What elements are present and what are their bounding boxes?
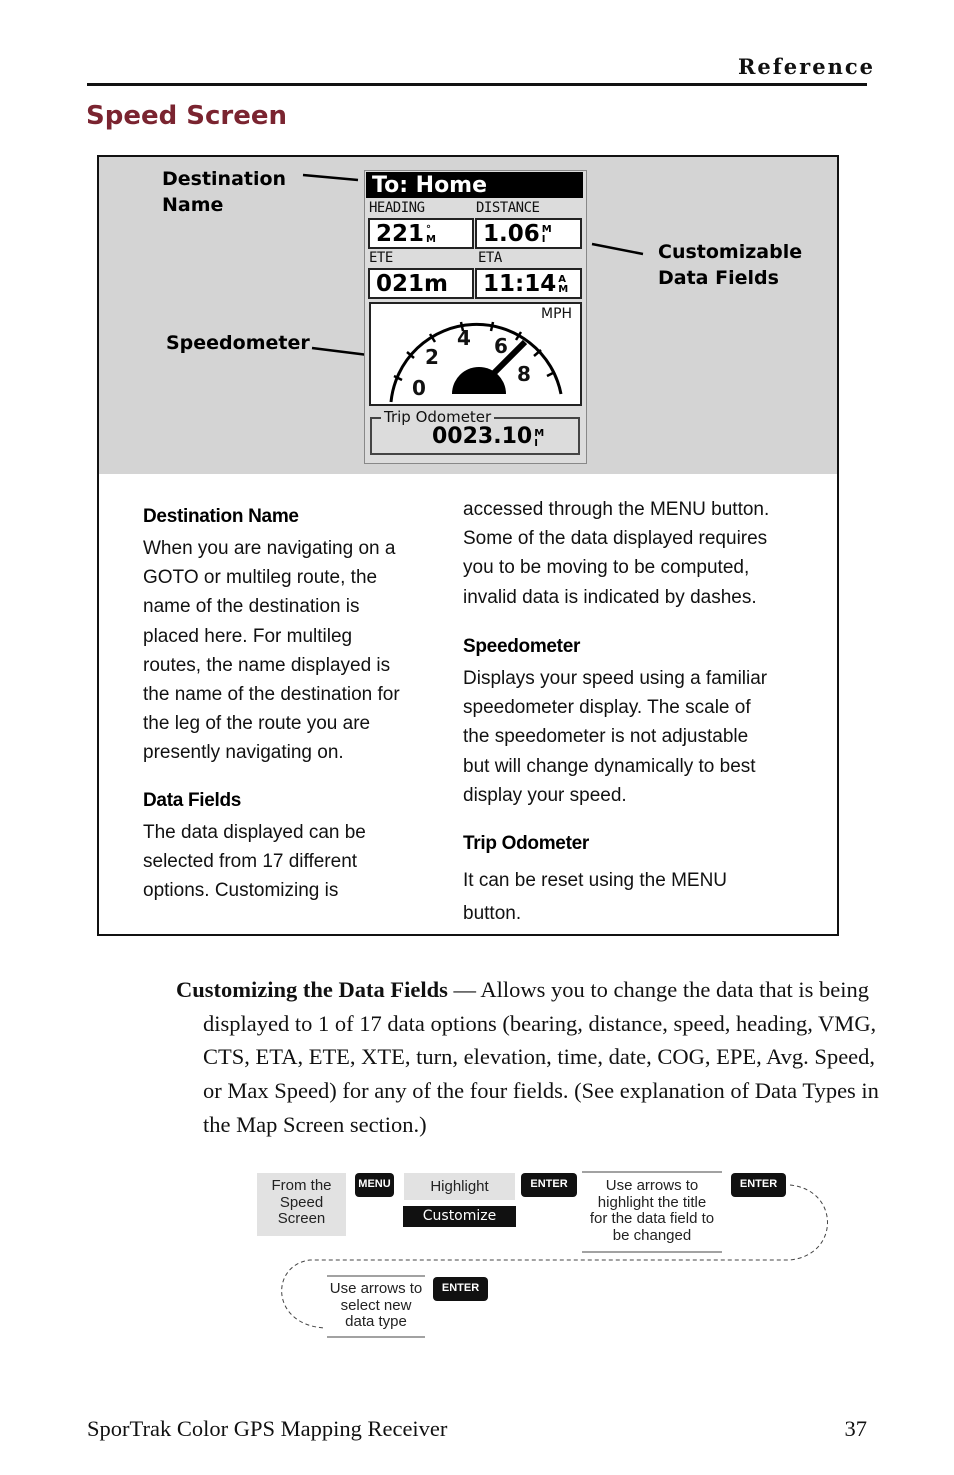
- unit-bottom: M: [558, 284, 569, 295]
- flow-text: select new: [340, 1296, 412, 1314]
- flow-step-select-type: [327, 1281, 425, 1331]
- flow-step-select-field: [582, 1178, 722, 1244]
- text-line: GOTO or multileg route, the: [143, 567, 378, 589]
- text-line: accessed through the MENU button.: [463, 499, 770, 520]
- destination-title: To: Home: [366, 172, 583, 198]
- page-title: Speed Screen: [86, 101, 288, 131]
- data-fields-text: [143, 818, 443, 906]
- text-line: display your speed.: [463, 784, 627, 806]
- distance-field: [475, 218, 582, 249]
- ete-field: [368, 268, 474, 299]
- text-line: Some of the data displayed requires: [463, 528, 768, 550]
- trip-odometer-label: Trip Odometer: [381, 408, 494, 426]
- flow-text: Use arrows to: [605, 1177, 699, 1194]
- section-header: Reference: [737, 54, 875, 79]
- text-line: invalid data is indicated by dashes.: [463, 586, 757, 608]
- callout-text: Name: [162, 194, 224, 216]
- speedometer-text: [463, 664, 823, 810]
- text-line: Displays your speed using a familiar: [463, 668, 768, 689]
- callout-text: Data Fields: [658, 267, 779, 289]
- speed-unit: MPH: [541, 306, 573, 322]
- unit-bottom: I: [534, 438, 538, 449]
- unit-bottom: M: [426, 234, 436, 245]
- flow-step-highlight: Highlight: [404, 1173, 515, 1200]
- callout-text: Destination: [162, 168, 287, 190]
- flow-text: highlight the title: [597, 1193, 707, 1211]
- text-line: the speedometer is not adjustable: [463, 726, 749, 748]
- trip-odometer-text: [463, 864, 823, 930]
- heading-label: HEADING: [369, 200, 425, 216]
- text-line: placed here. For multileg: [143, 625, 353, 647]
- dial-tick-2: 2: [425, 345, 439, 369]
- dial-tick-8: 8: [517, 362, 531, 386]
- unit-top: M: [534, 428, 545, 439]
- text-line: It can be reset using the MENU: [463, 870, 728, 891]
- speedometer-heading: Speedometer: [463, 636, 581, 657]
- dial-tick-6: 6: [494, 334, 508, 358]
- flow-text: for the data field to: [589, 1210, 715, 1227]
- unit-top: M: [541, 224, 552, 235]
- destination-name-heading: Destination Name: [143, 506, 299, 527]
- text-line: When you are navigating on a: [143, 538, 396, 559]
- text-line: speedometer display. The scale of: [463, 697, 751, 719]
- unit-top: °: [426, 224, 432, 235]
- customizing-paragraph: [176, 973, 893, 1142]
- ete-label: ETE: [369, 250, 393, 266]
- destination-name-text: [143, 534, 443, 768]
- unit-bottom: I: [541, 234, 546, 245]
- text-line: the leg of the route you are: [143, 713, 371, 735]
- eta-label: ETA: [478, 250, 502, 266]
- text-line: The data displayed can be: [143, 822, 366, 843]
- customize-option: Customize: [403, 1206, 516, 1227]
- flow-text: Screen: [277, 1210, 326, 1227]
- menu-key: MENU: [355, 1173, 394, 1197]
- enter-key-1: ENTER: [521, 1173, 577, 1197]
- odometer-number: 0023.10: [432, 424, 533, 449]
- flow-text: data type: [345, 1313, 407, 1330]
- trip-odometer-heading: Trip Odometer: [463, 833, 589, 854]
- flow-step-start: [257, 1173, 346, 1236]
- page-number: 37: [844, 1416, 867, 1441]
- unit-top: A: [558, 274, 566, 285]
- eta-value: 11:14: [483, 271, 557, 297]
- paragraph-text: — Allows you to change the data that is being displayed to 1 of 17 data options (bearing, distance, speed, heading, VMG, CTS, ETA, ETE, XTE, turn, elevation, time, date, COG, EPE, Avg. Speed, or Max Speed) for any of the four fields. (See explanation of Data Types in the Map Screen section.): [203, 977, 879, 1137]
- flow-text: Use arrows to: [329, 1280, 423, 1297]
- callout-text: Customizable: [658, 241, 803, 263]
- paragraph-lead: Customizing the Data Fields: [176, 977, 448, 1002]
- dial-tick-0: 0: [412, 376, 426, 400]
- trip-odometer-value: [432, 424, 544, 449]
- enter-key-2: ENTER: [731, 1173, 786, 1197]
- data-fields-heading: Data Fields: [143, 790, 242, 811]
- enter-key-3: ENTER: [433, 1277, 488, 1301]
- flow-text: From the: [271, 1177, 332, 1194]
- text-line: you to be moving to be computed,: [463, 557, 750, 579]
- heading-field: [368, 218, 474, 249]
- text-line: selected from 17 different: [143, 851, 358, 873]
- text-line: options. Customizing is: [143, 880, 339, 902]
- distance-label: DISTANCE: [476, 200, 540, 216]
- distance-value: 1.06: [483, 221, 540, 247]
- eta-field: [475, 268, 582, 299]
- text-line: the name of the destination for: [143, 684, 400, 706]
- text-line: routes, the name displayed is: [143, 654, 391, 676]
- ete-value: 021m: [376, 271, 448, 297]
- data-fields-text-cont: [463, 495, 823, 612]
- text-line: name of the destination is: [143, 596, 360, 618]
- text-line: presently navigating on.: [143, 742, 344, 764]
- footer-title: SporTrak Color GPS Mapping Receiver: [87, 1416, 448, 1441]
- flow-text: be changed: [612, 1226, 692, 1244]
- callout-speedometer: Speedometer: [166, 332, 310, 354]
- dial-tick-4: 4: [457, 326, 471, 350]
- text-line: button.: [463, 903, 522, 924]
- text-line: but will change dynamically to best: [463, 755, 756, 777]
- heading-value: 221: [376, 221, 425, 247]
- flow-text: Speed: [279, 1193, 324, 1211]
